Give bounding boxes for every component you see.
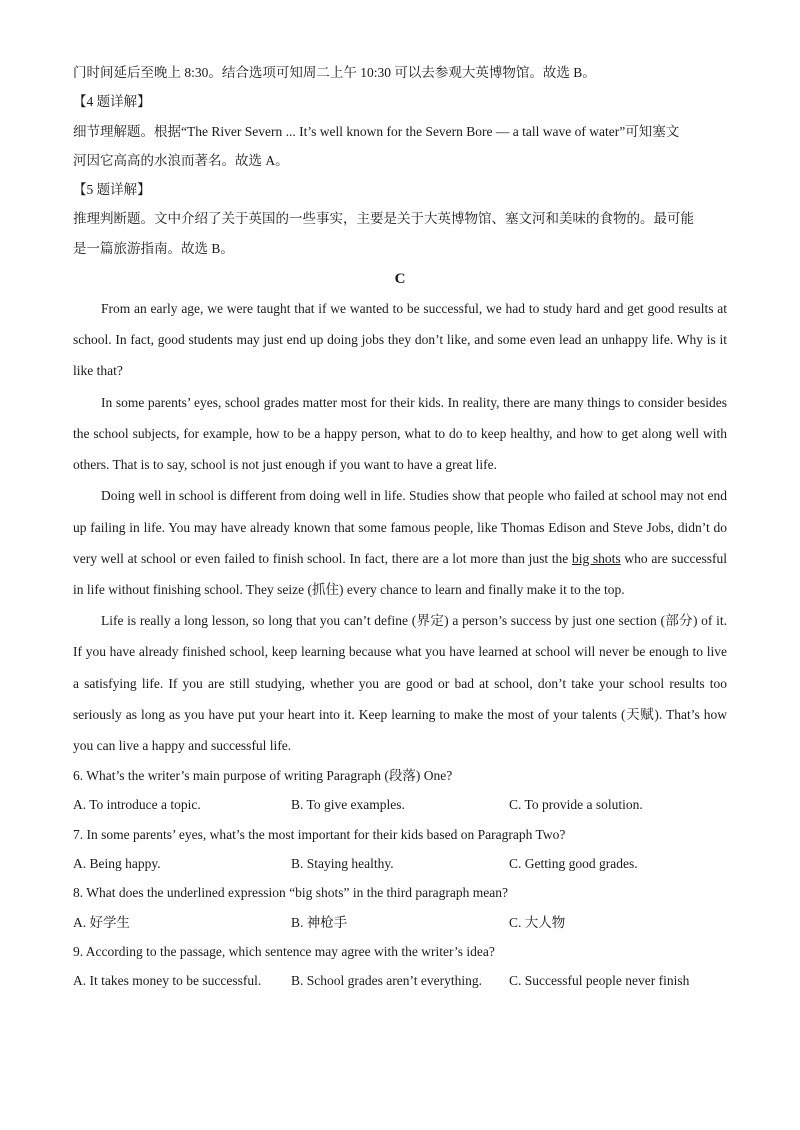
- option-c: C. To provide a solution.: [509, 797, 643, 813]
- question-options: [73, 966, 727, 995]
- question-stem: 8. What does the underlined expression “big shots” in the third paragraph mean?: [73, 885, 508, 901]
- question-stem: 9. According to the passage, which sentence may agree with the writer’s idea?: [73, 943, 495, 959]
- question-stem: 7. In some parents’ eyes, what’s the most important for their kids based on Paragraph Two?: [73, 826, 566, 842]
- question-options: [73, 849, 727, 878]
- q4-explanation-line: 河因它高高的水浪而著名。故选 A。: [73, 152, 289, 168]
- question-options: [73, 908, 727, 937]
- question-7: [73, 820, 727, 879]
- option-b: B. 神枪手: [291, 914, 348, 930]
- question-8: [73, 878, 727, 937]
- passage-paragraph-2: In some parents’ eyes, school grades matter most for their kids. In reality, there are many things to consider besides the school subjects, for example, how to be a happy person, what to do to keep healthy, and how to get along well with others. That is to say, school is not just enough if you want to have a great life.: [73, 394, 727, 473]
- option-a: A. To introduce a topic.: [73, 797, 201, 813]
- underlined-expression: big shots: [571, 550, 621, 566]
- passage-paragraph-3: [73, 480, 727, 605]
- option-c: C. Successful people never finish: [509, 973, 690, 989]
- document-page: [73, 58, 727, 996]
- option-b: B. School grades aren’t everything.: [291, 973, 482, 989]
- question-6: [73, 761, 727, 820]
- option-a: A. Being happy.: [73, 856, 161, 872]
- q5-explanation-line: 是一篇旅游指南。故选 B。: [73, 240, 234, 256]
- paragraph-text: who are successful in life without finishing school. They seize (抓住) every chance to learn and finally make it to the top.: [73, 550, 727, 597]
- question-stem: 6. What’s the writer’s main purpose of writing Paragraph (段落) One?: [73, 768, 453, 784]
- option-c: C. Getting good grades.: [509, 856, 638, 872]
- option-a: A. It takes money to be successful.: [73, 973, 262, 989]
- question-9: [73, 937, 727, 996]
- option-b: B. Staying healthy.: [291, 856, 394, 872]
- question-options: [73, 790, 727, 819]
- option-b: B. To give examples.: [291, 797, 405, 813]
- option-a: A. 好学生: [73, 914, 130, 930]
- passage-paragraph-1: From an early age, we were taught that if we wanted to be successful, we had to study hard and get good results at school. In fact, good students may just end up doing jobs they don’t like, and some even lead an unhappy life. Why is it like that?: [73, 301, 727, 379]
- passage-paragraph-4: Life is really a long lesson, so long that you can’t define (界定) a person’s success by just one section (部分) of it. If you have already finished school, keep learning because what you have learned at school will never be enough to live a satisfying life. If you are still studying, whether you are good or bad at school, don’t take your school results too seriously as long as you have put your heart into it. Keep learning to make the most of your talents (天赋). That’s how you can live a happy and successful life.: [73, 613, 727, 753]
- passage-title: C: [394, 271, 406, 288]
- prev-answer-line: 门时间延后至晚上 8:30。结合选项可知周二上午 10:30 可以去参观大英博物馆。故选 B。: [73, 65, 596, 80]
- paragraph-text: Doing well in school is different from doing well in life. Studies show that people who failed at school may not end up failing in life. You may have already known that some famous people, like Thomas Edison and Steve Jobs, didn’t do very well at school or even failed to finish school. In fact, there are a lot more than just the: [73, 488, 727, 566]
- option-c: C. 大人物: [509, 914, 566, 930]
- q4-explanation-line: 细节理解题。根据“The River Severn ... It’s well known for the Severn Bore — a tall wave of water”可知塞文: [73, 123, 680, 139]
- q4-explanation-heading: 【4 题详解】: [73, 94, 151, 110]
- q5-explanation-line: 推理判断题。文中介绍了关于英国的一些事实，主要是关于大英博物馆、塞文河和美味的食物的。最可能: [73, 211, 694, 227]
- q5-explanation-heading: 【5 题详解】: [73, 182, 151, 198]
